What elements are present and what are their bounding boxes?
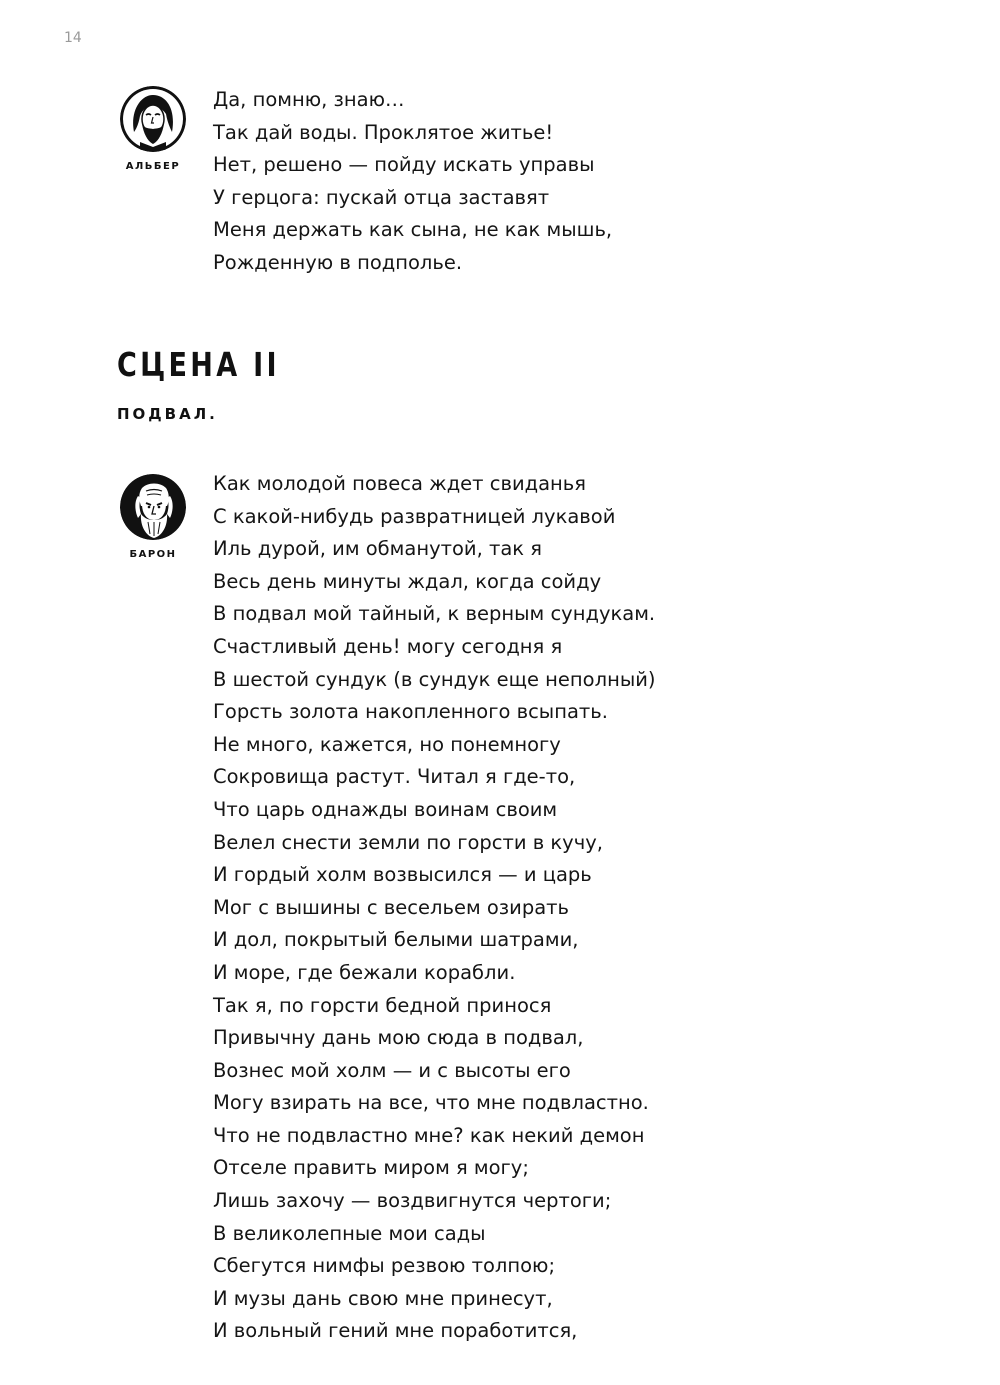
verse-line: Сокровища растут. Читал я где-то, <box>213 765 576 789</box>
verse-line: Так дай воды. Проклятое житье! <box>213 120 554 144</box>
albert-portrait-icon <box>120 86 186 152</box>
verse-line: И вольный гений мне поработится, <box>213 1319 578 1343</box>
verse-line: В великолепные мои сады <box>213 1221 486 1245</box>
page-number: 14 <box>64 30 82 46</box>
verse-line: Счастливый день! могу сегодня я <box>213 634 563 658</box>
verse-line: Мог с вышины с весельем озирать <box>213 895 570 919</box>
verse-line: Вознес мой холм — и с высоты его <box>213 1058 571 1082</box>
verse-line: Рожденную в подполье. <box>213 250 463 274</box>
speaker-albert <box>113 86 193 172</box>
albert-verse <box>213 84 612 280</box>
verse-line: Весь день минуты ждал, когда сойду <box>213 569 602 593</box>
verse-line: С какой-нибудь развратницей лукавой <box>213 504 616 528</box>
verse-line: И музы дань свою мне принесут, <box>213 1286 553 1310</box>
scene-subtitle: ПОДВАЛ. <box>117 405 218 423</box>
speaker-name: АЛЬБЕР <box>125 161 181 172</box>
verse-line: У герцога: пускай отца заставят <box>213 185 550 209</box>
verse-line: Как молодой повеса ждет свиданья <box>213 472 587 495</box>
verse-line: В подвал мой тайный, к верным сундукам. <box>213 602 656 626</box>
verse-line: Что царь однажды воинам своим <box>213 797 558 821</box>
verse-line: Сбегутся нимфы резвою толпою; <box>213 1254 556 1278</box>
scene-title: СЦЕНА II <box>117 345 280 384</box>
verse-line: Отселе править миром я могу; <box>213 1156 529 1180</box>
verse-line: Лишь захочу — воздвигнутся чертоги; <box>213 1189 612 1213</box>
baron-portrait-icon <box>120 474 186 540</box>
verse-line: Так я, по горсти бедной принося <box>213 993 552 1017</box>
verse-line: Могу взирать на все, что мне подвластно. <box>213 1091 649 1115</box>
speaker-baron <box>113 474 193 560</box>
baron-verse <box>213 468 656 1348</box>
verse-line: Нет, решено — пойду искать управы <box>213 153 595 177</box>
verse-line: Не много, кажется, но понемногу <box>213 732 561 756</box>
verse-line: Да, помню, знаю… <box>213 88 405 111</box>
verse-line: Иль дурой, им обманутой, так я <box>213 537 543 561</box>
verse-line: Привычну дань мою сюда в подвал, <box>213 1026 584 1050</box>
verse-line: Велел снести земли по горсти в кучу, <box>213 830 603 854</box>
verse-line: Горсть золота накопленного всыпать. <box>213 700 608 724</box>
verse-line: Меня держать как сына, не как мышь, <box>213 218 613 242</box>
verse-line: Что не подвластно мне? как некий демон <box>213 1123 645 1147</box>
speaker-name: БАРОН <box>129 549 177 560</box>
verse-line: В шестой сундук (в сундук еще неполный) <box>213 667 656 691</box>
verse-line: И гордый холм возвысился — и царь <box>213 863 592 887</box>
verse-line: И дол, покрытый белыми шатрами, <box>213 928 579 952</box>
verse-line: И море, где бежали корабли. <box>213 960 516 984</box>
